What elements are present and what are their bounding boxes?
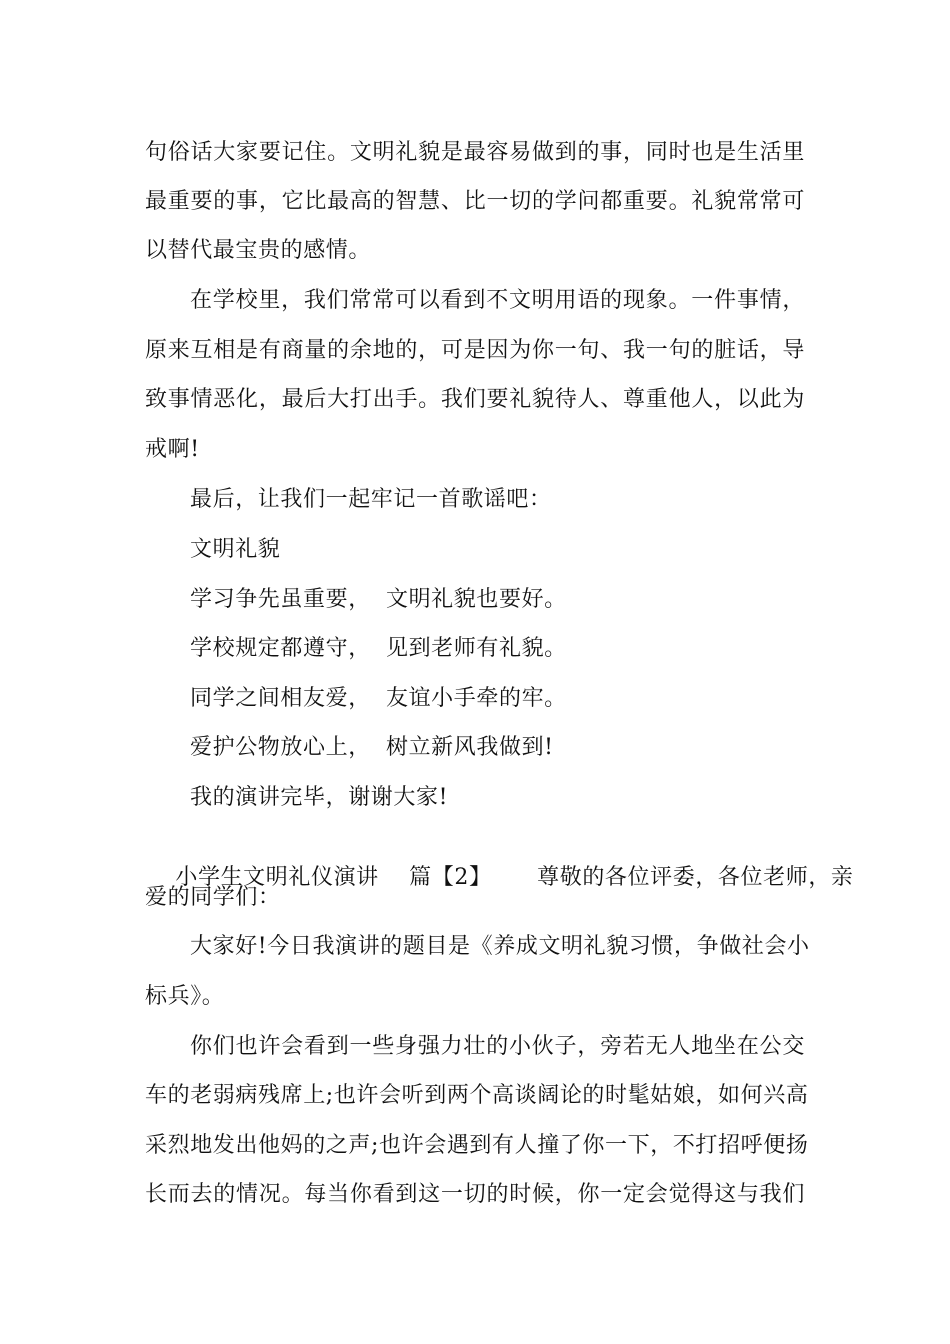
paragraph-line: 长而去的情况。每当你看到这一切的时候，你一定会觉得这与我们 bbox=[145, 1182, 805, 1207]
poem-line: 同学之间相友爱， 友谊小手牵的牢。 bbox=[190, 686, 567, 711]
section-title: 小学生文明礼仪演讲 bbox=[175, 865, 379, 890]
paragraph-line: 大家好!今日我演讲的题目是《养成文明礼貌习惯，争做社会小 bbox=[190, 934, 810, 959]
poem-line: 学校规定都遵守， 见到老师有礼貌。 bbox=[190, 636, 567, 661]
paragraph-line: 以替代最宝贵的感情。 bbox=[145, 238, 372, 263]
paragraph-line: 采烈地发出他妈的之声;也许会遇到有人撞了你一下，不打招呼便扬 bbox=[145, 1133, 809, 1158]
paragraph-line: 原来互相是有商量的余地的，可是因为你一句、我一句的脏话，导 bbox=[145, 338, 805, 363]
poem-line: 爱护公物放心上， 树立新风我做到! bbox=[190, 735, 554, 760]
paragraph-line: 爱的同学们： bbox=[145, 885, 281, 910]
section-greeting: 尊敬的各位评委，各位老师，亲 bbox=[537, 865, 854, 890]
paragraph-line: 我的演讲完毕，谢谢大家! bbox=[190, 785, 449, 810]
paragraph-line: 在学校里，我们常常可以看到不文明用语的现象。一件事情， bbox=[190, 288, 805, 313]
poem-line: 学习争先虽重要， 文明礼貌也要好。 bbox=[190, 587, 567, 612]
poem-title: 文明礼貌 bbox=[190, 537, 281, 562]
paragraph-line: 车的老弱病残席上;也许会听到两个高谈阔论的时髦姑娘，如何兴高 bbox=[145, 1083, 809, 1108]
paragraph-line: 句俗话大家要记住。文明礼貌是最容易做到的事，同时也是生活里 bbox=[145, 140, 805, 165]
paragraph-line: 标兵》。 bbox=[145, 984, 225, 1009]
paragraph-line: 你们也许会看到一些身强力壮的小伙子，旁若无人地坐在公交 bbox=[190, 1034, 805, 1059]
paragraph-line: 致事情恶化，最后大打出手。我们要礼貌待人、尊重他人，以此为 bbox=[145, 387, 805, 412]
paragraph-line: 最重要的事，它比最高的智慧、比一切的学问都重要。礼貌常常可 bbox=[145, 189, 805, 214]
paragraph-line: 最后，让我们一起牢记一首歌谣吧： bbox=[190, 487, 552, 512]
section-number: 篇【2】 bbox=[409, 865, 492, 890]
paragraph-line: 戒啊! bbox=[145, 437, 200, 462]
